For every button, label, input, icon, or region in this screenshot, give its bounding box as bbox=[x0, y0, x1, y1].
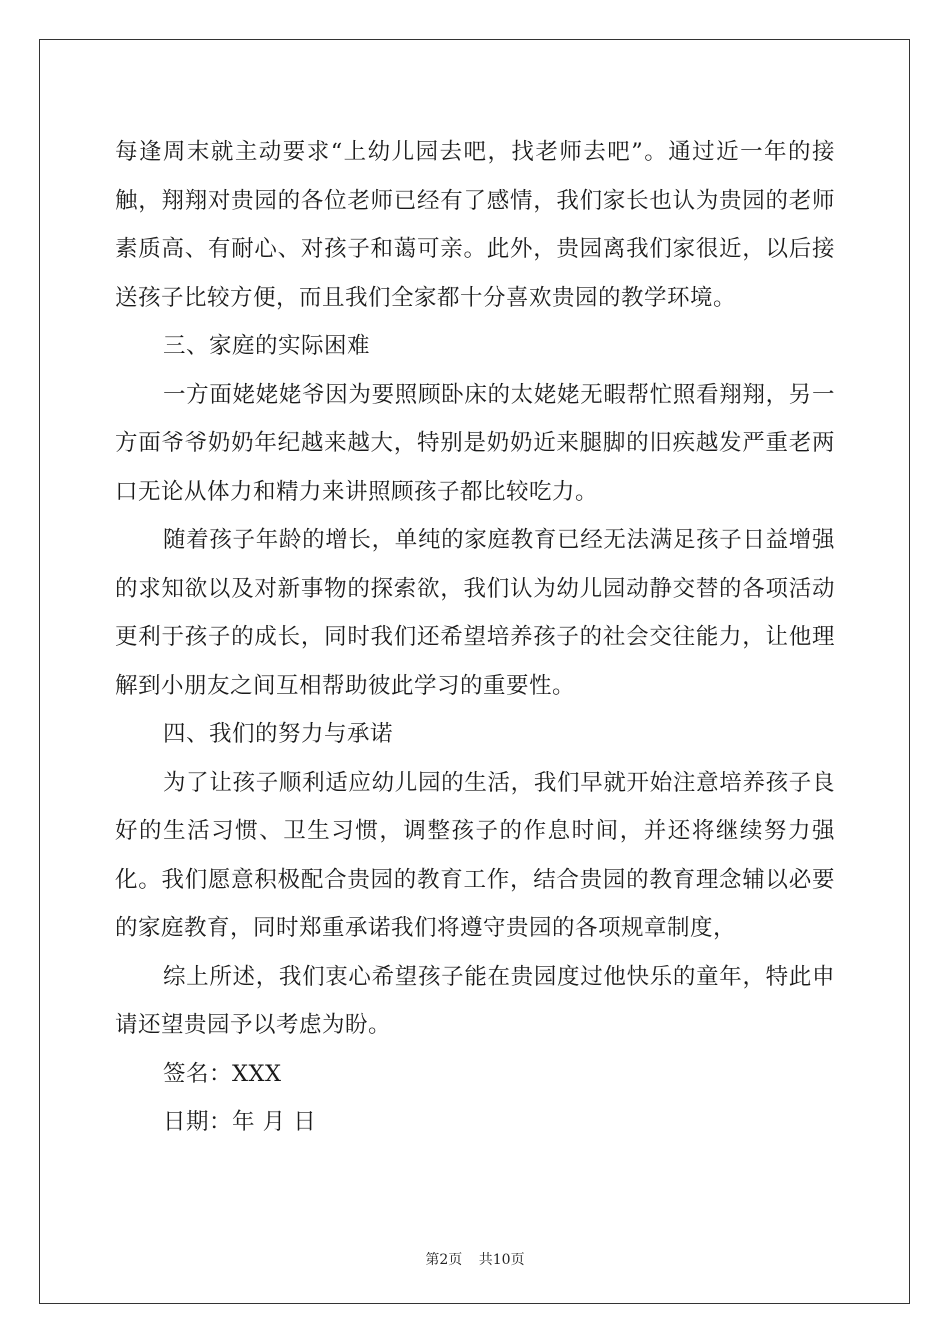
section-heading-4: 四、我们的努力与承诺 bbox=[163, 721, 394, 747]
paragraph-continuation: 每逢周末就主动要求“上幼儿园去吧，找老师去吧”。通过近一年的接触，翔翔对贵园的各位老师已经有了感情，我们家长也认为贵园的老师素质高、有耐心、对孩子和蔼可亲。此外，贵园离我们家很近，以后接送孩子比较方便，而且我们全家都十分喜欢贵园的教学环境。 bbox=[115, 139, 835, 311]
paragraph-child-growth: 随着孩子年龄的增长，单纯的家庭教育已经无法满足孩子日益增强的求知欲以及对新事物的探索欲，我们认为幼儿园动静交替的各项活动更利于孩子的成长，同时我们还希望培养孩子的社会交往能力，让他理解到小朋友之间互相帮助彼此学习的重要性。 bbox=[115, 527, 835, 699]
paragraph-family-difficulty: 一方面姥姥姥爷因为要照顾卧床的太姥姥无暇帮忙照看翔翔，另一方面爷爷奶奶年纪越来越大，特别是奶奶近来腿脚的旧疾越发严重老两口无论从体力和精力来讲照顾孩子都比较吃力。 bbox=[115, 381, 835, 505]
page-footer bbox=[0, 1249, 950, 1269]
date-line: 日期：年 月 日 bbox=[163, 1109, 317, 1135]
page-number: 第2页 bbox=[425, 1252, 463, 1268]
signature-line: 签名：XXX bbox=[163, 1060, 282, 1087]
paragraph-conclusion: 综上所述，我们衷心希望孩子能在贵园度过他快乐的童年，特此申请还望贵园予以考虑为盼。 bbox=[115, 963, 835, 1038]
paragraph-commitment: 为了让孩子顺利适应幼儿园的生活，我们早就开始注意培养孩子良好的生活习惯、卫生习惯，调整孩子的作息时间，并还将继续努力强化。我们愿意积极配合贵园的教育工作，结合贵园的教育理念辅以必要的家庭教育，同时郑重承诺我们将遵守贵园的各项规章制度， bbox=[115, 769, 835, 941]
section-heading-3: 三、家庭的实际困难 bbox=[163, 333, 371, 359]
document-body bbox=[115, 128, 835, 1147]
page-total: 共10页 bbox=[478, 1252, 525, 1268]
